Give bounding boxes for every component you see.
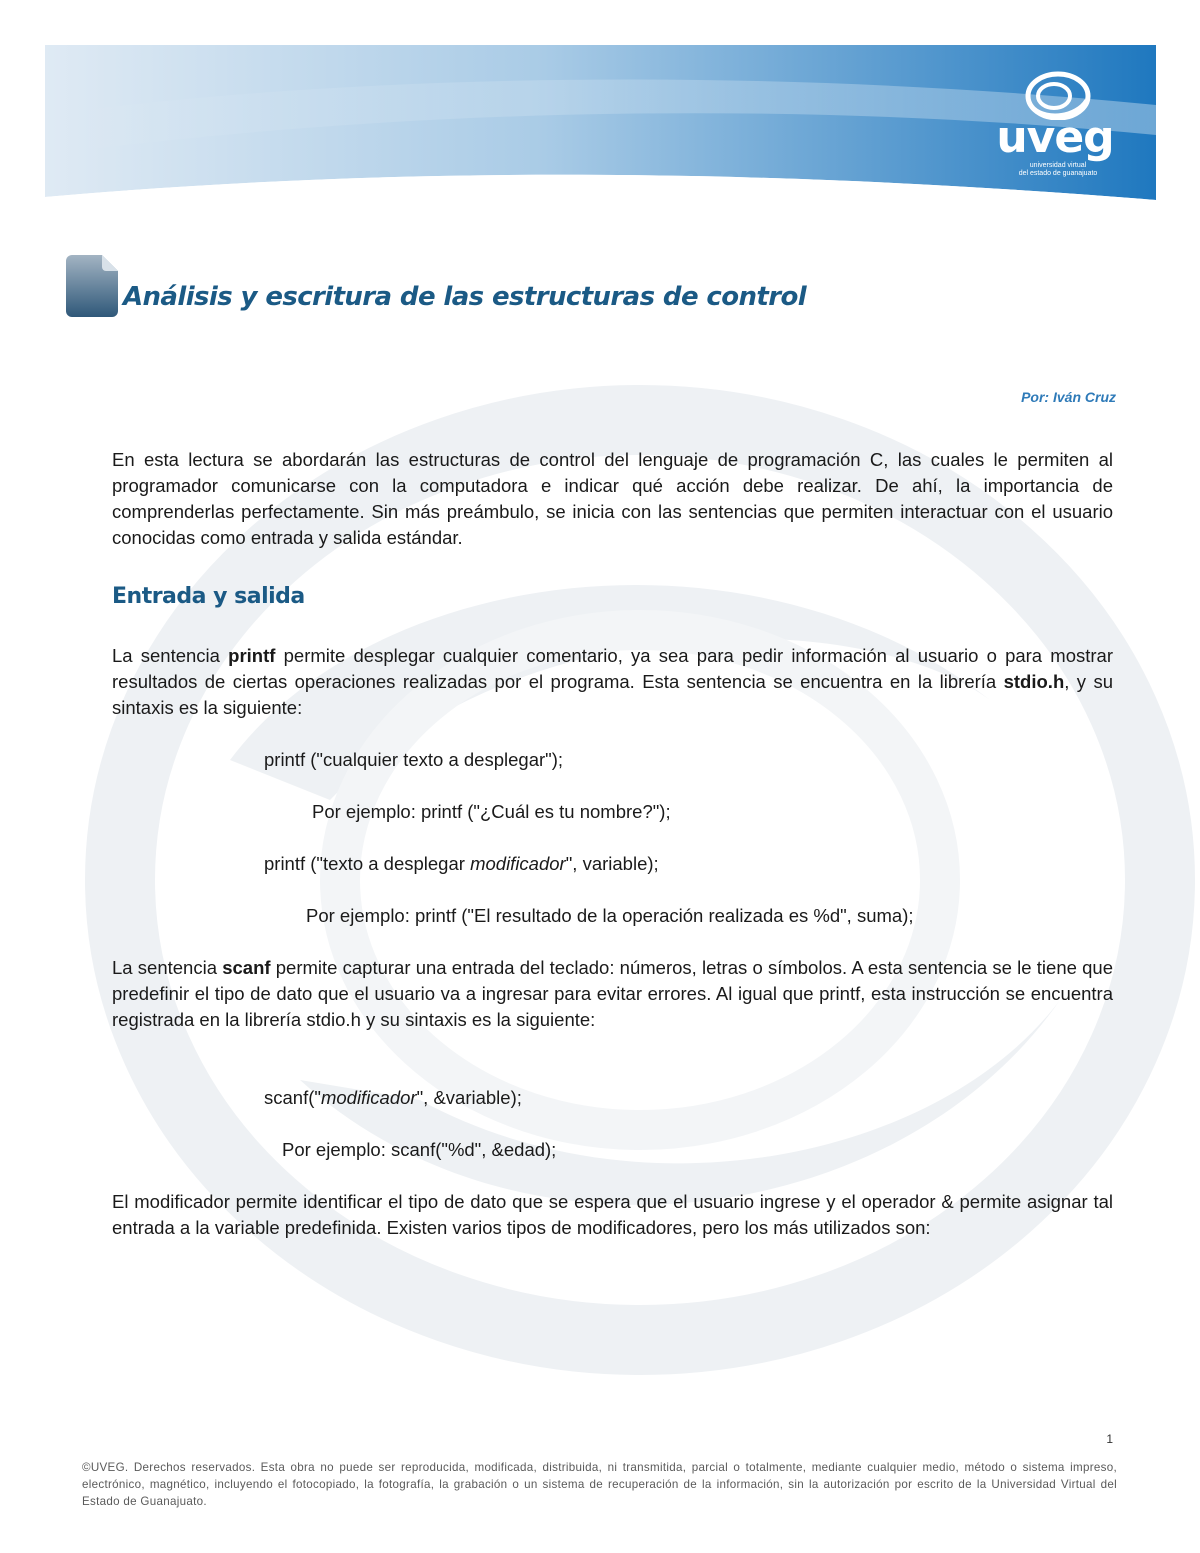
document-title: Análisis y escritura de las estructuras de control bbox=[123, 282, 807, 312]
printf-paragraph: La sentencia printf permite desplegar cualquier comentario, ya sea para pedir información al usuario o para mostrar resultados de ciertas operaciones realizadas por el programa. Esta sentencia se encuentra en la librería stdio.h, y su sintaxis es la siguiente: bbox=[112, 645, 1113, 718]
scanf-syntax: scanf("modificador", &variable); bbox=[264, 1087, 522, 1108]
modifier-term: modificador bbox=[470, 853, 566, 874]
scanf-paragraph: La sentencia scanf permite capturar una entrada del teclado: números, letras o símbolos. A esta sentencia se le tiene que predefinir el tipo de dato que el usuario va a ingresar para evitar errores. Al igual que printf, esta instrucción se encuentra registrada en la librería stdio.h y su sintaxis es la siguiente: bbox=[112, 957, 1113, 1030]
logo-subtitle-2: del estado de guanajuato bbox=[1018, 170, 1098, 177]
modifier-paragraph: El modificador permite identificar el tipo de dato que se espera que el usuario ingrese y el operador & permite asignar tal entrada a la variable predefinida. Existen varios tipos de modificadores, pero los más utilizados son: bbox=[112, 1191, 1113, 1238]
logo-wordmark: uveg bbox=[996, 112, 1114, 163]
scanf-example: Por ejemplo: scanf("%d", &edad); bbox=[282, 1139, 557, 1160]
page-number: 1 bbox=[1106, 1432, 1113, 1446]
printf-modifier-syntax: printf ("texto a desplegar modificador", variable); bbox=[264, 853, 659, 874]
modifier-term: modificador bbox=[320, 1087, 417, 1108]
keyword-printf: printf bbox=[228, 645, 276, 666]
printf-syntax: printf ("cualquier texto a desplegar"); bbox=[264, 749, 564, 770]
keyword-scanf: scanf bbox=[222, 957, 271, 978]
copyright-notice: ©UVEG. Derechos reservados. Esta obra no puede ser reproducida, modificada, distribuida, ni transmitida, parcial o totalmente, mediante cualquier medio, método o sistema impreso, electrónico, magnético, incluyendo el fotocopiado, la fotografía, la grabación o un sistema de recuperación de la información, sin la autorización por escrito de la Universidad Virtual del Estado de Guanajuato. bbox=[82, 1461, 1117, 1508]
printf-example: Por ejemplo: printf ("¿Cuál es tu nombre?"); bbox=[312, 801, 671, 822]
document-icon bbox=[66, 255, 118, 317]
intro-paragraph: En esta lectura se abordarán las estructuras de control del lenguaje de programación C, las cuales le permiten al programador comunicarse con la computadora e indicar qué acción debe realizar. De ahí, la importancia de comprenderlas perfectamente. Sin más preámbulo, se inicia con las sentencias que permiten interactuar con el usuario conocidas como entrada y salida estándar. bbox=[112, 449, 1113, 548]
logo-subtitle-1: universidad virtual bbox=[1029, 162, 1087, 169]
section-heading: Entrada y salida bbox=[112, 584, 305, 609]
printf-modifier-example: Por ejemplo: printf ("El resultado de la operación realizada es %d", suma); bbox=[306, 905, 914, 926]
uveg-logo bbox=[990, 70, 1120, 180]
author-byline: Por: Iván Cruz bbox=[1021, 389, 1116, 405]
keyword-stdio: stdio.h bbox=[1003, 671, 1065, 692]
